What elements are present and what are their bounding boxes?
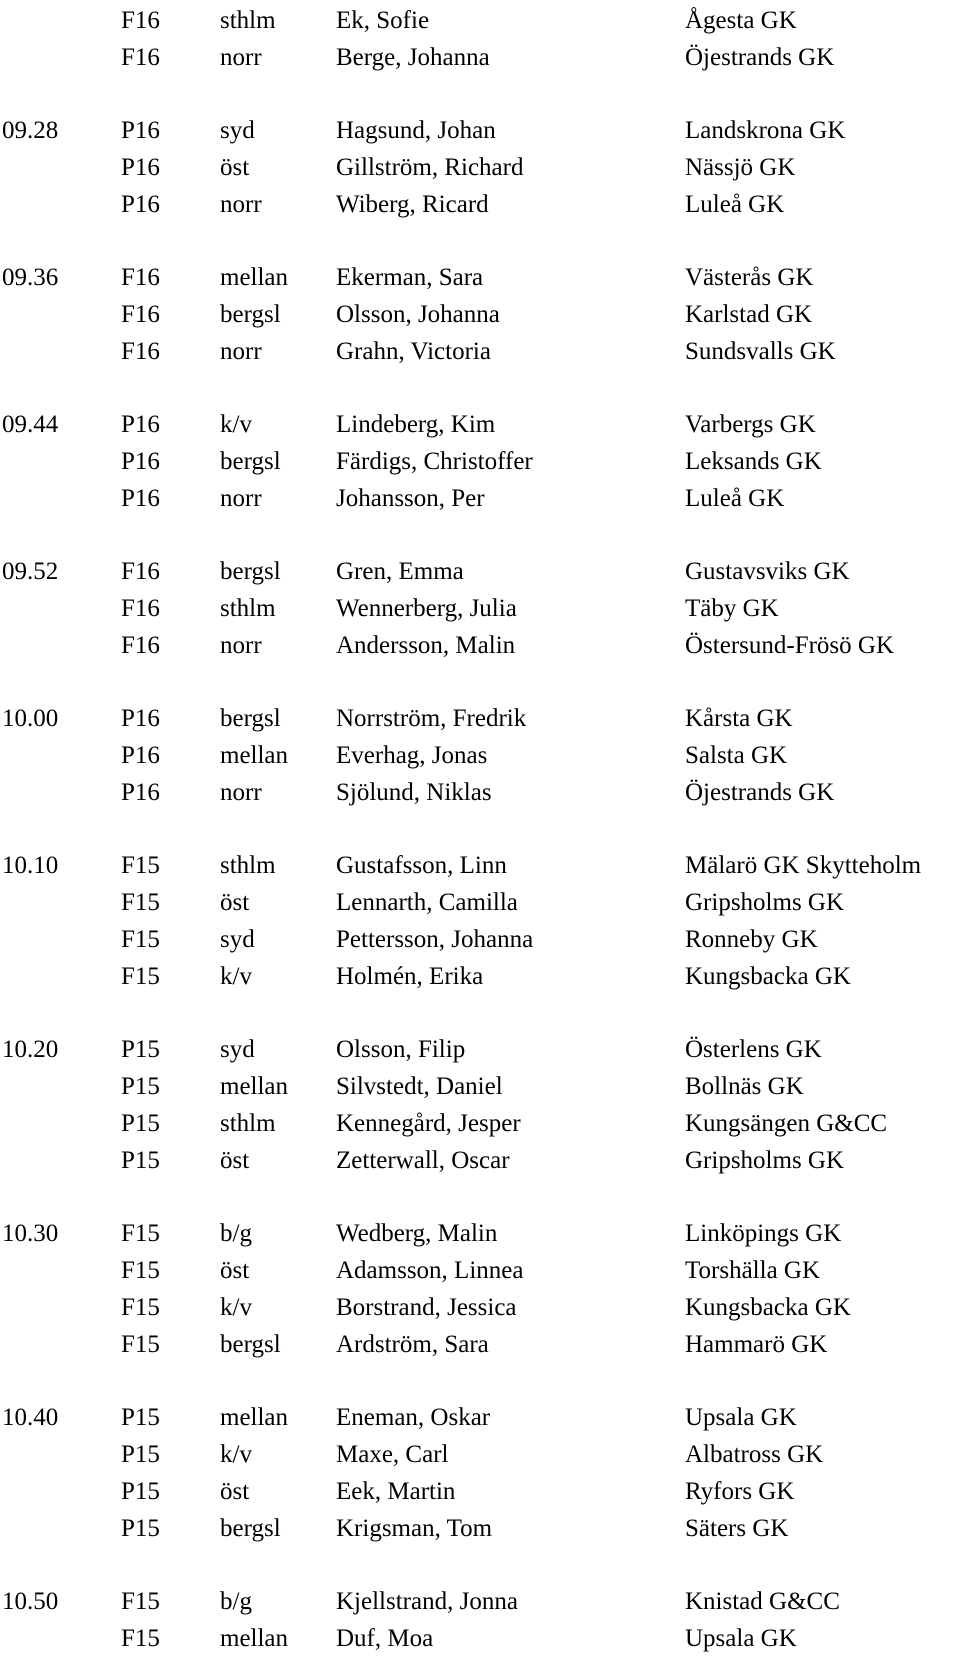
- tee-time-group: [0, 700, 960, 811]
- player-club: Kungsbacka GK: [685, 963, 851, 990]
- player-name: Ek, Sofie: [336, 7, 430, 34]
- player-class: F16: [121, 595, 160, 622]
- player-club: Östersund-Frösö GK: [685, 632, 895, 659]
- player-club: Luleå GK: [685, 485, 785, 512]
- player-class: P16: [121, 448, 160, 475]
- player-region: bergsl: [220, 448, 281, 475]
- player-class: F16: [121, 338, 160, 365]
- tee-time: 10.00: [2, 705, 59, 732]
- player-class: P15: [121, 1441, 160, 1468]
- tee-time: 09.28: [2, 117, 59, 144]
- player-region: norr: [220, 485, 262, 512]
- player-club: Kårsta GK: [685, 705, 793, 732]
- player-region: öst: [220, 154, 250, 181]
- player-class: P16: [121, 191, 160, 218]
- player-region: norr: [220, 632, 262, 659]
- player-club: Salsta GK: [685, 742, 788, 769]
- player-class: F15: [121, 1220, 160, 1247]
- player-row: [0, 2, 960, 39]
- tee-time-group: [0, 1583, 960, 1657]
- player-name: Ekerman, Sara: [336, 264, 484, 291]
- player-row: [0, 590, 960, 627]
- player-class: P15: [121, 1147, 160, 1174]
- player-club: Linköpings GK: [685, 1220, 842, 1247]
- player-name: Wiberg, Ricard: [336, 191, 489, 218]
- player-region: bergsl: [220, 705, 281, 732]
- player-class: P15: [121, 1515, 160, 1542]
- player-row: [0, 1215, 960, 1252]
- player-name: Adamsson, Linnea: [336, 1257, 524, 1284]
- player-row: [0, 847, 960, 884]
- player-region: b/g: [220, 1588, 252, 1615]
- player-club: Gripsholms GK: [685, 1147, 845, 1174]
- player-name: Ardström, Sara: [336, 1331, 489, 1358]
- player-class: F15: [121, 1625, 160, 1652]
- player-club: Varbergs GK: [685, 411, 816, 438]
- player-class: P16: [121, 742, 160, 769]
- tee-time: 09.44: [2, 411, 59, 438]
- player-region: öst: [220, 1257, 250, 1284]
- player-club: Landskrona GK: [685, 117, 846, 144]
- tee-time-group: [0, 1215, 960, 1363]
- player-club: Kungsbacka GK: [685, 1294, 851, 1321]
- player-name: Lennarth, Camilla: [336, 889, 518, 916]
- player-club: Albatross GK: [685, 1441, 824, 1468]
- player-region: k/v: [220, 1441, 252, 1468]
- player-row: [0, 1326, 960, 1363]
- player-row: [0, 884, 960, 921]
- player-name: Johansson, Per: [336, 485, 485, 512]
- player-row: [0, 443, 960, 480]
- player-class: F15: [121, 926, 160, 953]
- player-name: Hagsund, Johan: [336, 117, 496, 144]
- player-region: bergsl: [220, 558, 281, 585]
- player-name: Wedberg, Malin: [336, 1220, 498, 1247]
- player-club: Öjestrands GK: [685, 44, 835, 71]
- player-row: [0, 39, 960, 76]
- player-club: Leksands GK: [685, 448, 822, 475]
- player-class: F16: [121, 7, 160, 34]
- player-row: [0, 1031, 960, 1068]
- player-row: [0, 1142, 960, 1179]
- player-class: P15: [121, 1073, 160, 1100]
- player-class: F16: [121, 264, 160, 291]
- tee-time-group: [0, 406, 960, 517]
- player-name: Duf, Moa: [336, 1625, 434, 1652]
- player-club: Ryfors GK: [685, 1478, 795, 1505]
- tee-time: 10.40: [2, 1404, 59, 1431]
- tee-time: 10.50: [2, 1588, 59, 1615]
- player-region: k/v: [220, 1294, 252, 1321]
- player-class: P15: [121, 1478, 160, 1505]
- player-region: öst: [220, 1147, 250, 1174]
- player-row: [0, 1068, 960, 1105]
- tee-time-group: [0, 112, 960, 223]
- player-class: F15: [121, 1257, 160, 1284]
- player-club: Österlens GK: [685, 1036, 822, 1063]
- player-region: k/v: [220, 411, 252, 438]
- player-region: syd: [220, 117, 255, 144]
- player-class: F15: [121, 963, 160, 990]
- player-club: Luleå GK: [685, 191, 785, 218]
- player-class: F15: [121, 889, 160, 916]
- player-class: P15: [121, 1110, 160, 1137]
- player-club: Täby GK: [685, 595, 779, 622]
- player-name: Kjellstrand, Jonna: [336, 1588, 518, 1615]
- player-row: [0, 1252, 960, 1289]
- player-name: Gustafsson, Linn: [336, 852, 507, 879]
- player-club: Hammarö GK: [685, 1331, 828, 1358]
- player-region: norr: [220, 779, 262, 806]
- player-row: [0, 112, 960, 149]
- player-region: k/v: [220, 963, 252, 990]
- player-region: syd: [220, 926, 255, 953]
- player-club: Upsala GK: [685, 1404, 797, 1431]
- player-club: Västerås GK: [685, 264, 814, 291]
- player-row: [0, 296, 960, 333]
- player-class: F16: [121, 632, 160, 659]
- player-class: F15: [121, 1331, 160, 1358]
- player-region: b/g: [220, 1220, 252, 1247]
- player-name: Olsson, Filip: [336, 1036, 466, 1063]
- player-club: Säters GK: [685, 1515, 789, 1542]
- player-class: P15: [121, 1404, 160, 1431]
- tee-time: 09.52: [2, 558, 59, 585]
- player-name: Olsson, Johanna: [336, 301, 500, 328]
- player-row: [0, 333, 960, 370]
- player-name: Wennerberg, Julia: [336, 595, 517, 622]
- player-row: [0, 921, 960, 958]
- player-name: Silvstedt, Daniel: [336, 1073, 503, 1100]
- player-region: mellan: [220, 1404, 289, 1431]
- player-class: P16: [121, 411, 160, 438]
- player-name: Gren, Emma: [336, 558, 464, 585]
- player-region: bergsl: [220, 301, 281, 328]
- player-class: P16: [121, 705, 160, 732]
- tee-time-group: [0, 2, 960, 76]
- player-class: F15: [121, 852, 160, 879]
- player-name: Norrström, Fredrik: [336, 705, 527, 732]
- player-club: Ronneby GK: [685, 926, 818, 953]
- player-row: [0, 700, 960, 737]
- player-club: Bollnäs GK: [685, 1073, 804, 1100]
- player-name: Färdigs, Christoffer: [336, 448, 533, 475]
- player-club: Mälarö GK Skytteholm: [685, 852, 922, 879]
- player-name: Krigsman, Tom: [336, 1515, 493, 1542]
- player-row: [0, 774, 960, 811]
- player-class: P16: [121, 154, 160, 181]
- player-region: sthlm: [220, 595, 276, 622]
- player-row: [0, 1620, 960, 1657]
- player-row: [0, 186, 960, 223]
- tee-time-group: [0, 553, 960, 664]
- player-class: P16: [121, 779, 160, 806]
- player-name: Eneman, Oskar: [336, 1404, 491, 1431]
- player-region: norr: [220, 44, 262, 71]
- tee-time-group: [0, 1031, 960, 1179]
- player-name: Kennegård, Jesper: [336, 1110, 521, 1137]
- player-class: P15: [121, 1036, 160, 1063]
- player-name: Gillström, Richard: [336, 154, 524, 181]
- player-region: öst: [220, 889, 250, 916]
- player-club: Torshälla GK: [685, 1257, 821, 1284]
- player-class: F16: [121, 301, 160, 328]
- player-row: [0, 1289, 960, 1326]
- tee-time: 10.20: [2, 1036, 59, 1063]
- player-class: F16: [121, 44, 160, 71]
- player-region: sthlm: [220, 1110, 276, 1137]
- player-club: Nässjö GK: [685, 154, 796, 181]
- player-name: Holmén, Erika: [336, 963, 484, 990]
- player-row: [0, 1436, 960, 1473]
- player-region: syd: [220, 1036, 255, 1063]
- player-region: mellan: [220, 1073, 289, 1100]
- player-club: Gustavsviks GK: [685, 558, 850, 585]
- player-row: [0, 1473, 960, 1510]
- player-region: öst: [220, 1478, 250, 1505]
- player-class: P16: [121, 117, 160, 144]
- player-row: [0, 958, 960, 995]
- player-class: P16: [121, 485, 160, 512]
- player-name: Andersson, Malin: [336, 632, 516, 659]
- player-region: mellan: [220, 264, 289, 291]
- player-region: mellan: [220, 742, 289, 769]
- player-club: Upsala GK: [685, 1625, 797, 1652]
- player-name: Everhag, Jonas: [336, 742, 488, 769]
- player-row: [0, 149, 960, 186]
- player-club: Karlstad GK: [685, 301, 813, 328]
- player-row: [0, 259, 960, 296]
- player-region: sthlm: [220, 7, 276, 34]
- player-region: bergsl: [220, 1515, 281, 1542]
- player-row: [0, 1510, 960, 1547]
- player-club: Knistad G&CC: [685, 1588, 840, 1615]
- player-name: Lindeberg, Kim: [336, 411, 496, 438]
- player-name: Borstrand, Jessica: [336, 1294, 517, 1321]
- player-club: Gripsholms GK: [685, 889, 845, 916]
- tee-time-group: [0, 1399, 960, 1547]
- player-name: Maxe, Carl: [336, 1441, 449, 1468]
- player-region: sthlm: [220, 852, 276, 879]
- tee-time-group: [0, 847, 960, 995]
- player-region: bergsl: [220, 1331, 281, 1358]
- player-name: Berge, Johanna: [336, 44, 490, 71]
- tee-time-group: [0, 259, 960, 370]
- player-row: [0, 1399, 960, 1436]
- player-name: Eek, Martin: [336, 1478, 456, 1505]
- player-row: [0, 406, 960, 443]
- player-name: Grahn, Victoria: [336, 338, 491, 365]
- player-row: [0, 480, 960, 517]
- player-row: [0, 1583, 960, 1620]
- player-club: Sundsvalls GK: [685, 338, 836, 365]
- player-region: norr: [220, 191, 262, 218]
- player-class: F15: [121, 1588, 160, 1615]
- player-club: Öjestrands GK: [685, 779, 835, 806]
- tee-time: 10.30: [2, 1220, 59, 1247]
- player-row: [0, 553, 960, 590]
- player-class: F16: [121, 558, 160, 585]
- player-name: Pettersson, Johanna: [336, 926, 534, 953]
- player-name: Zetterwall, Oscar: [336, 1147, 510, 1174]
- tee-time: 10.10: [2, 852, 59, 879]
- player-region: mellan: [220, 1625, 289, 1652]
- player-row: [0, 737, 960, 774]
- player-class: F15: [121, 1294, 160, 1321]
- tee-time: 09.36: [2, 264, 59, 291]
- player-row: [0, 627, 960, 664]
- player-row: [0, 1105, 960, 1142]
- player-club: Ågesta GK: [685, 7, 797, 34]
- player-name: Sjölund, Niklas: [336, 779, 492, 806]
- player-club: Kungsängen G&CC: [685, 1110, 888, 1137]
- player-region: norr: [220, 338, 262, 365]
